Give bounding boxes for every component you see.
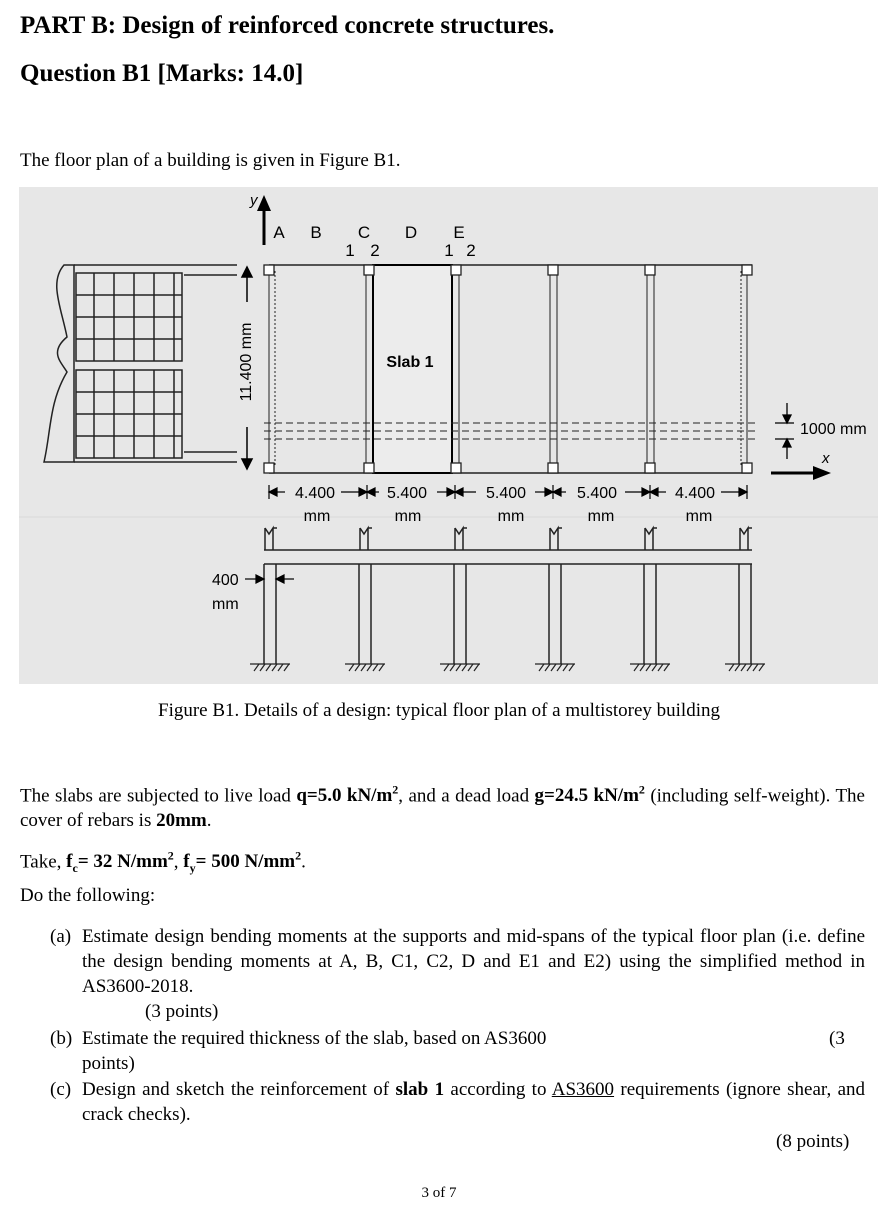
fc-value: $f_c= 32$ $N/mm^2$ <box>66 849 174 876</box>
task-points-b: (3 <box>829 1028 845 1049</box>
span-4-unit: mm <box>587 508 615 525</box>
span-5-unit: mm <box>685 508 713 525</box>
span-1-unit: mm <box>303 508 331 525</box>
task-label-b: (b) <box>50 1028 73 1049</box>
span-3-value: 5.400 <box>485 485 527 502</box>
task-points-c: (8 points) <box>776 1131 850 1152</box>
span-1-value: 4.400 <box>294 485 336 502</box>
span-2-value: 5.400 <box>386 485 428 502</box>
task-item-a <box>50 924 865 1022</box>
intro-text: The floor plan of a building is given in Figure B1. <box>20 150 401 171</box>
span-3-unit: mm <box>497 508 525 525</box>
figure-caption: Figure B1. Details of a design: typical floor plan of a multistorey building <box>158 700 720 721</box>
beam-dim-label: 1000 mm <box>800 421 867 438</box>
part-heading: PART B: Design of reinforced concrete structures. <box>20 12 555 39</box>
task-text-b: Estimate the required thickness of the slab, based on AS3600 <box>82 1028 547 1049</box>
span-5-value: 4.400 <box>674 485 716 502</box>
task-text-a: Estimate design bending moments at the supports and mid-spans of the typical floor plan (i.e. define the design bending moments at A, B, C1, C2, D and E1 and E2) using the simplified method in AS3600-2018. <box>82 926 865 997</box>
live-load-value: q=5.0 $kN/m^2$ <box>296 783 399 807</box>
y-axis-label: y <box>250 192 258 209</box>
column-dim-value: 400 <box>212 572 239 589</box>
sub-label-e2: 2 <box>466 241 476 260</box>
span-2-unit: mm <box>394 508 422 525</box>
sub-label-c1: 1 <box>345 241 355 260</box>
span-4-value: 5.400 <box>576 485 618 502</box>
x-axis-label: x <box>822 450 830 467</box>
page-number: 3 of 7 <box>421 1185 457 1201</box>
grid-label-e: E <box>453 223 465 242</box>
dead-load-value: g=24.5 $kN/m^2$ <box>534 783 645 807</box>
standard-reference: AS3600 <box>551 1079 615 1100</box>
slab-label: Slab 1 <box>386 354 434 371</box>
height-dim-label: 11.400 mm <box>238 322 255 402</box>
task-item-c <box>50 1077 866 1152</box>
question-heading: Question B1 [Marks: 14.0] <box>20 60 304 87</box>
task-label-c: (c) <box>50 1079 72 1100</box>
fy-value: $f_y= 500$ $N/mm^2$ <box>183 849 302 876</box>
material-properties: Take, $f_c= 32$ $N/mm^2$, $f_y= 500$ $N/mm^2$. <box>20 849 306 876</box>
instructions-heading: Do the following: <box>20 885 156 906</box>
task-label-a: (a) <box>50 926 72 947</box>
grid-label-b: B <box>310 223 322 242</box>
grid-label-a: A <box>273 223 285 242</box>
grid-label-d: D <box>404 223 418 242</box>
loads-text-2: , and a dead load <box>398 785 535 807</box>
task-points-b-cont: points) <box>82 1053 135 1074</box>
grid-label-c: C <box>357 223 371 242</box>
cover-value: 20mm <box>156 810 207 832</box>
loads-text-1: The slabs are subjected to live load <box>20 785 297 807</box>
sub-label-c2: 2 <box>370 241 380 260</box>
sub-label-e1: 1 <box>444 241 454 260</box>
column-dim-unit: mm <box>212 596 239 613</box>
task-text-c: Design and sketch the reinforcement of slab 1 according to AS3600 requirements (ignore shear, and crack checks). <box>82 1079 866 1125</box>
figure-b1 <box>19 187 878 684</box>
loads-text-3: (including self-weight). The cover of rebars is <box>20 785 865 832</box>
task-points-a: (3 points) <box>145 1001 219 1022</box>
loads-paragraph: The slabs are subjected to live load q=5.0 $kN/m^2$, and a dead load g=24.5 $kN/m^2$ (including self-weight). The cover of rebars is 20mm. <box>20 783 865 832</box>
